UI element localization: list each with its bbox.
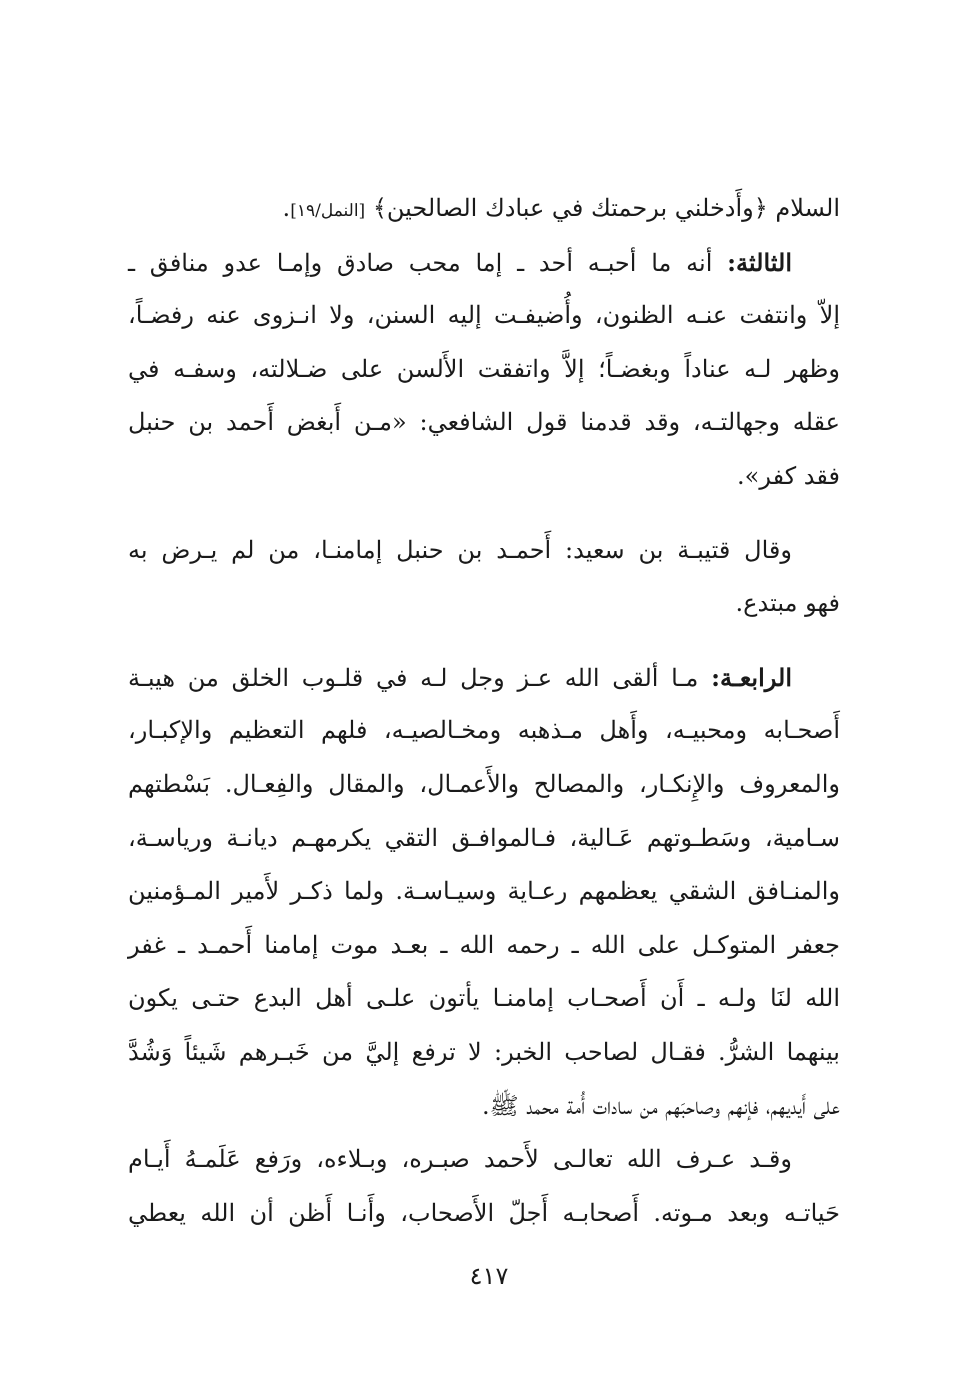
line-text: الله لنَا ولـه ـ أَن أَصحـاب إمامنـا يأتون علـى أهل البدع حتـى يكون (128, 984, 840, 1013)
text-line (128, 1080, 840, 1134)
text-line (128, 1133, 840, 1187)
line-text: وقـد عـرف الله تعالـى لأَحمد صبـره، وبـلاءه، ورَفع عَلَمـهُ أَيـام (128, 1145, 792, 1174)
text-line (128, 758, 840, 812)
line-text: جعفر المتوكـل على الله ـ رحمه الله ـ بعـد موت إمامنا أَحمـد ـ غفر (128, 930, 840, 959)
line-text: سـامية، وسَطـوتهم عَـالية، فـالموافـق التقي يكرمهـم ديانـة ورياسـة، (128, 823, 840, 852)
body-text (128, 182, 840, 1240)
text-line (128, 812, 840, 866)
line-text: وقال قتيبـة بن سعيد: أَحمـد بن حنبل إمامنـا، من لم يـرض به (128, 535, 792, 564)
quran-citation: [النمل/١٩] (290, 201, 366, 221)
text-line (128, 577, 840, 631)
section-heading: الثالثة: (727, 247, 792, 277)
text-line (128, 236, 840, 290)
line-text: أنه ما أحبـه أحد ـ إما محب صادق وإمـا عدو منافق ـ (128, 248, 728, 277)
page-number: ٤١٧ (469, 1262, 509, 1290)
text-line (128, 343, 840, 397)
line-text: على أَيديهم، فإنهم وصاحبَهم من سادات أُمة محمد ﷺ. (481, 1091, 840, 1120)
text-line (128, 919, 840, 973)
text-line (128, 289, 840, 343)
section-heading: الرابعـة: (711, 662, 792, 692)
line-text: والمنـافق الشقي يعظمهم رعـاية وسيـاسـة. ولما ذكـر لأَمير المـؤمنين (128, 877, 840, 906)
line-text: فهو مبتدع. (735, 589, 840, 618)
text-line (128, 1026, 840, 1080)
line-text: مـا ألقى الله عـز وجل لـه في قلـوب الخلق من هيبـة (128, 663, 712, 692)
line-text: فقد كفر». (737, 461, 840, 490)
line-text: أَصحـابه ومحبيـه، وأَهل مـذهبه ومخـالصيـه، فلهم التعظيم والإكبـار، (128, 716, 840, 745)
line-text: والمعروف والإِنكـار، والمصالح والأَعمـال، والمقال والفِعـال. بَسْطتهم (128, 769, 840, 798)
line-end: . (282, 194, 291, 222)
line-text: بينهما الشرُّ. فقـال لصاحب الخبر: لا ترفع إليَّ من خَبـرهم شَيئاً وَشُدَّ (128, 1037, 840, 1066)
line-text: حَياتـه وبعد مـوته. أَصحابـه أَجلّ الأَصحاب، وأَنـا أَظن أن الله يعطي (128, 1198, 840, 1227)
text-line (128, 1187, 840, 1241)
line-text: السلام ﴿وأَدخلني برحمتك في عبادك الصالحين﴾ (365, 194, 840, 222)
line-text: عقله وجهالتـه، وقد قدمنا قول الشافعي: «مـن أَبغض أَحمد بن حنبل (128, 408, 840, 437)
text-line (128, 182, 840, 236)
line-text: إلاّ وانتفت عنـه الظنون، وأُضيفـت إليه السنن، ولا انـزوى عنه رفضـاً، (128, 301, 840, 330)
text-line (128, 865, 840, 919)
text-line (128, 704, 840, 758)
text-line (128, 524, 840, 578)
text-line (128, 651, 840, 705)
text-line (128, 972, 840, 1026)
line-text: وظهر لـه عناداً وبغضـاً؛ إلاَّ واتفقت الأَلسن على ضـلالته، وسفـه في (128, 354, 840, 383)
text-line (128, 450, 840, 504)
text-line (128, 396, 840, 450)
